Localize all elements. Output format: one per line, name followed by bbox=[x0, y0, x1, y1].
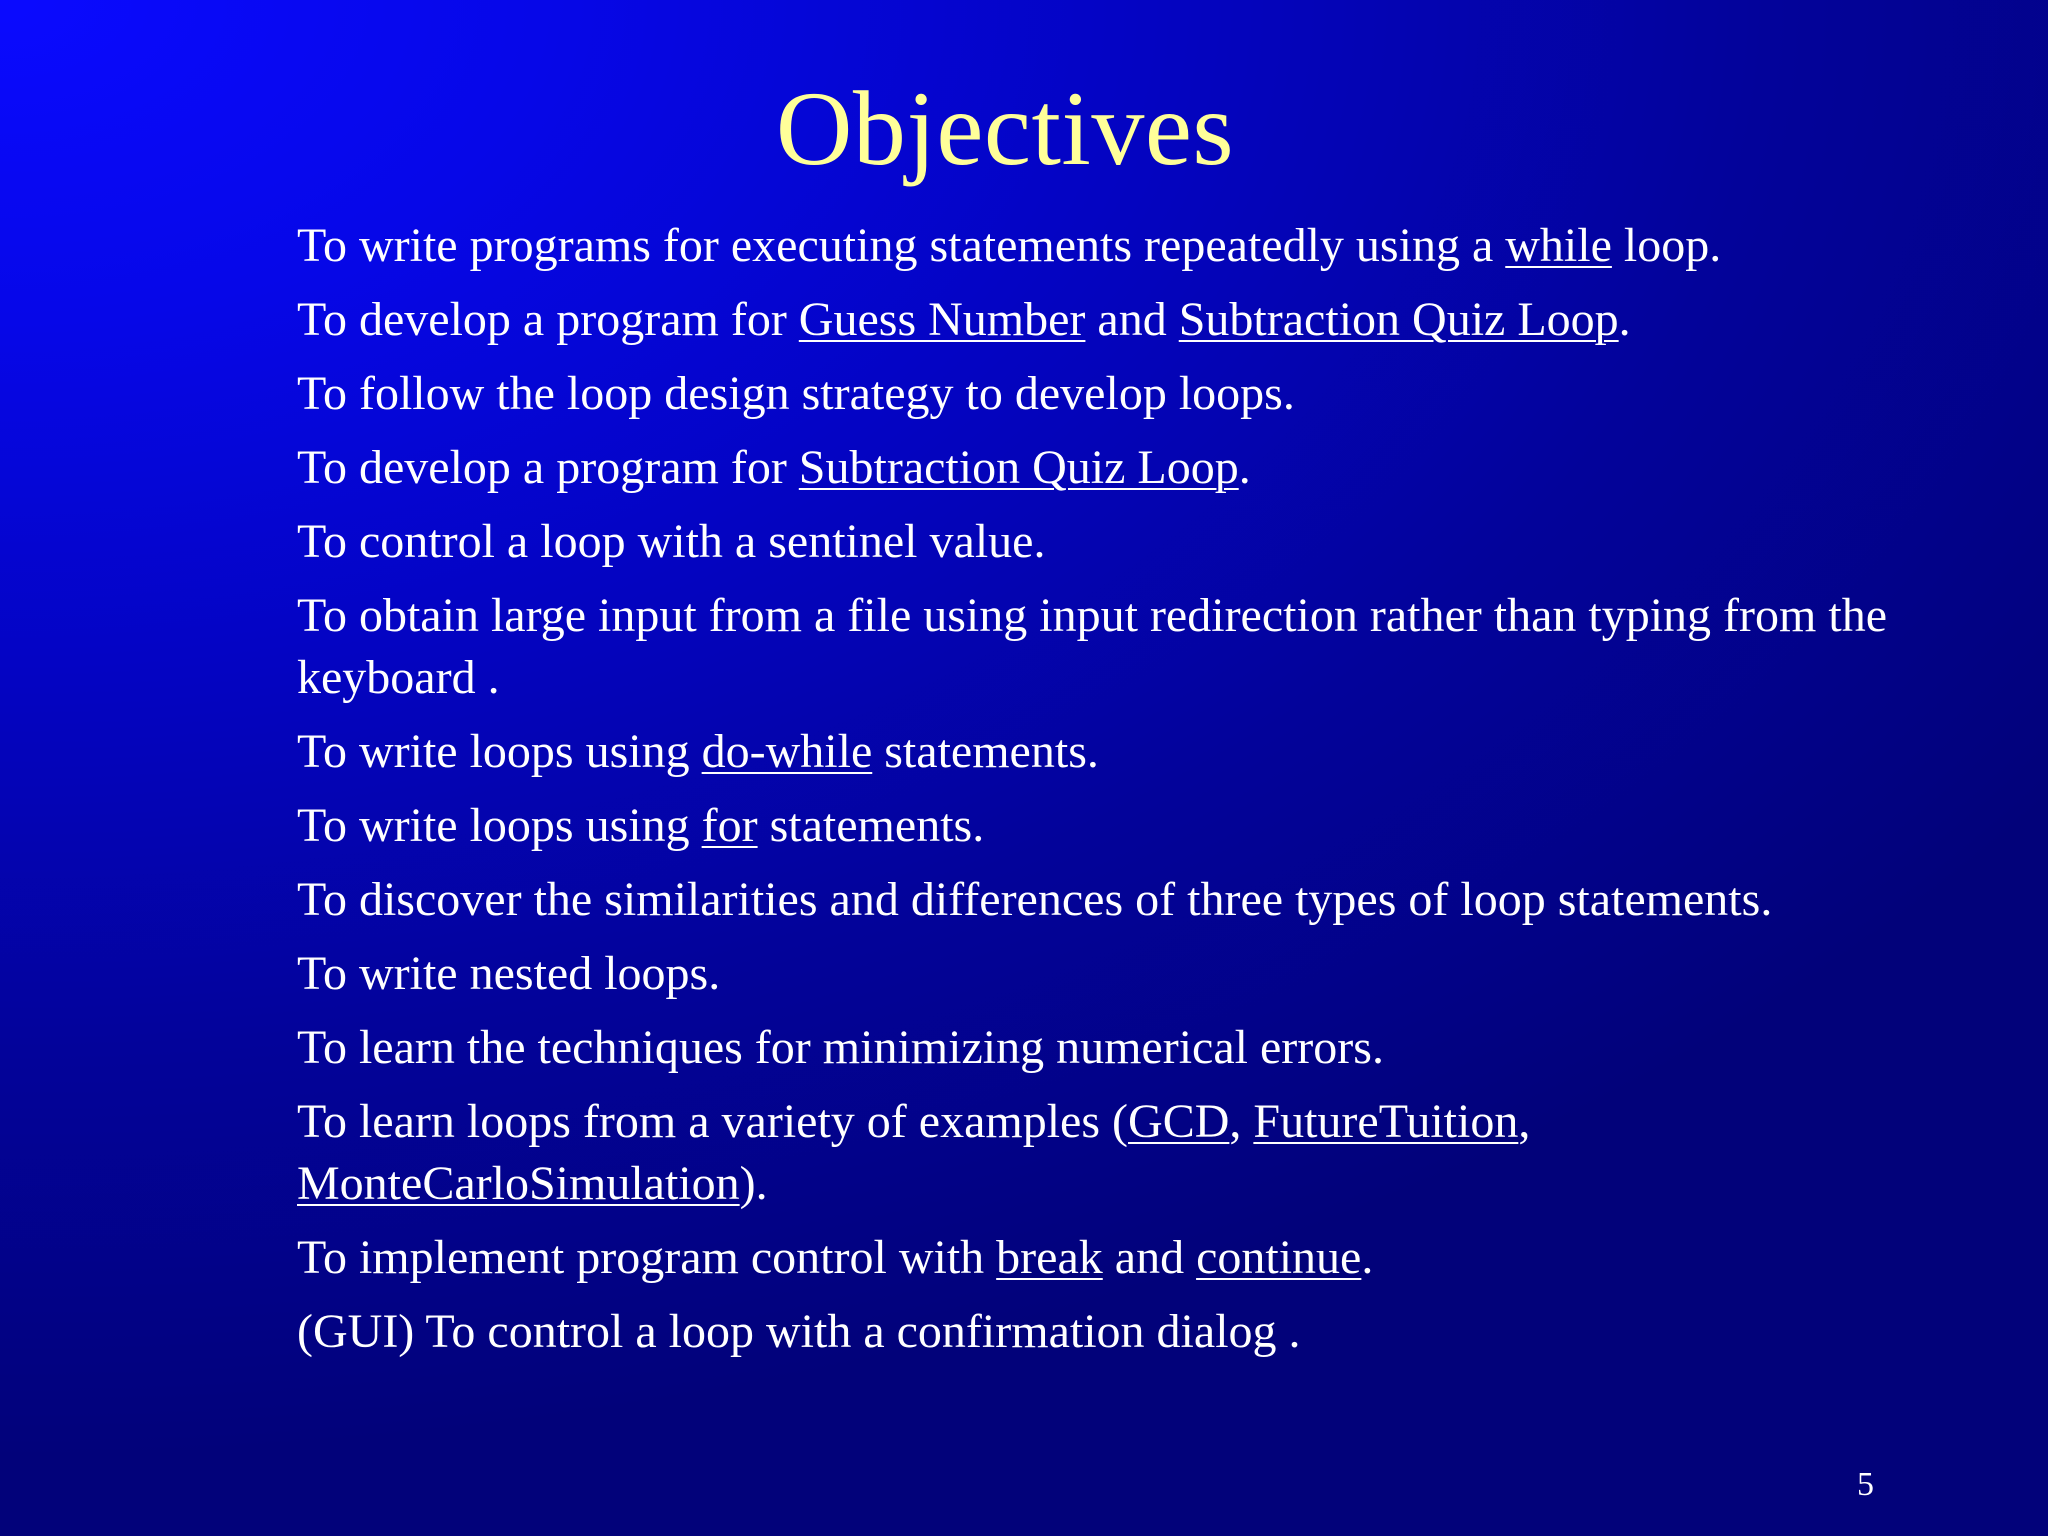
objective-text: To write nested loops. bbox=[297, 947, 721, 1000]
objective-text: To develop a program for bbox=[297, 293, 799, 346]
objective-text: and bbox=[1085, 293, 1179, 346]
objective-item-3 bbox=[297, 363, 1977, 425]
page-number: 5 bbox=[1857, 1466, 1874, 1503]
gcd-link[interactable]: GCD bbox=[1128, 1095, 1230, 1148]
objective-item-11 bbox=[297, 1017, 1977, 1079]
objective-text: , bbox=[1229, 1095, 1254, 1148]
do-while-link[interactable]: do-while bbox=[701, 725, 873, 778]
objective-text: statements. bbox=[872, 725, 1099, 778]
objective-text: To write loops using bbox=[297, 725, 702, 778]
objective-text: To discover the similarities and differences of three types of loop statements. bbox=[297, 873, 1773, 926]
guess-number-link[interactable]: Guess Number bbox=[798, 293, 1086, 346]
objective-text: loop. bbox=[1611, 219, 1722, 272]
objective-text: To learn the techniques for minimizing numerical errors. bbox=[297, 1021, 1384, 1074]
objective-text: To develop a program for bbox=[297, 441, 799, 494]
objective-text: To obtain large input from a file using input redirection rather than typing from the keyboard . bbox=[297, 589, 1887, 704]
objective-text: . bbox=[1238, 441, 1251, 494]
objectives-list bbox=[297, 215, 1977, 1375]
objective-text: To write loops using bbox=[297, 799, 702, 852]
objective-item-9 bbox=[297, 869, 1977, 931]
objective-item-6 bbox=[297, 585, 1977, 709]
objective-text: and bbox=[1102, 1231, 1197, 1284]
objective-text: To learn loops from a variety of examples ( bbox=[297, 1095, 1129, 1148]
objective-text: , bbox=[1518, 1095, 1531, 1148]
break-link[interactable]: break bbox=[996, 1231, 1103, 1284]
objective-item-13 bbox=[297, 1227, 1977, 1289]
objective-item-12 bbox=[297, 1091, 1977, 1215]
objective-item-14 bbox=[297, 1301, 1977, 1363]
subtraction-quiz-loop-link[interactable]: Subtraction Quiz Loop bbox=[1178, 293, 1619, 346]
objective-item-5 bbox=[297, 511, 1977, 573]
objective-item-7 bbox=[297, 721, 1977, 783]
objective-text: To implement program control with bbox=[297, 1231, 997, 1284]
slide-title: Objectives bbox=[775, 70, 1235, 187]
while-link[interactable]: while bbox=[1505, 219, 1612, 272]
objective-item-2 bbox=[297, 289, 1977, 351]
objective-item-4 bbox=[297, 437, 1977, 499]
objective-text: statements. bbox=[757, 799, 985, 852]
objective-item-8 bbox=[297, 795, 1977, 857]
monte-carlo-simulation-link[interactable]: MonteCarloSimulation bbox=[297, 1157, 740, 1210]
objective-text: To control a loop with a sentinel value. bbox=[297, 515, 1046, 568]
objective-text: To follow the loop design strategy to develop loops. bbox=[297, 367, 1295, 420]
objective-text: (GUI) To control a loop with a confirmation dialog . bbox=[297, 1305, 1301, 1358]
objective-text: To write programs for executing statements repeatedly using a bbox=[297, 219, 1506, 272]
objective-text: ). bbox=[739, 1157, 768, 1210]
objective-text: . bbox=[1361, 1231, 1374, 1284]
continue-link[interactable]: continue bbox=[1196, 1231, 1362, 1284]
objective-text: . bbox=[1618, 293, 1631, 346]
objective-item-10 bbox=[297, 943, 1977, 1005]
for-link[interactable]: for bbox=[701, 799, 758, 852]
subtraction-quiz-loop-link[interactable]: Subtraction Quiz Loop bbox=[798, 441, 1239, 494]
objective-item-1 bbox=[297, 215, 1977, 277]
future-tuition-link[interactable]: FutureTuition bbox=[1253, 1095, 1519, 1148]
